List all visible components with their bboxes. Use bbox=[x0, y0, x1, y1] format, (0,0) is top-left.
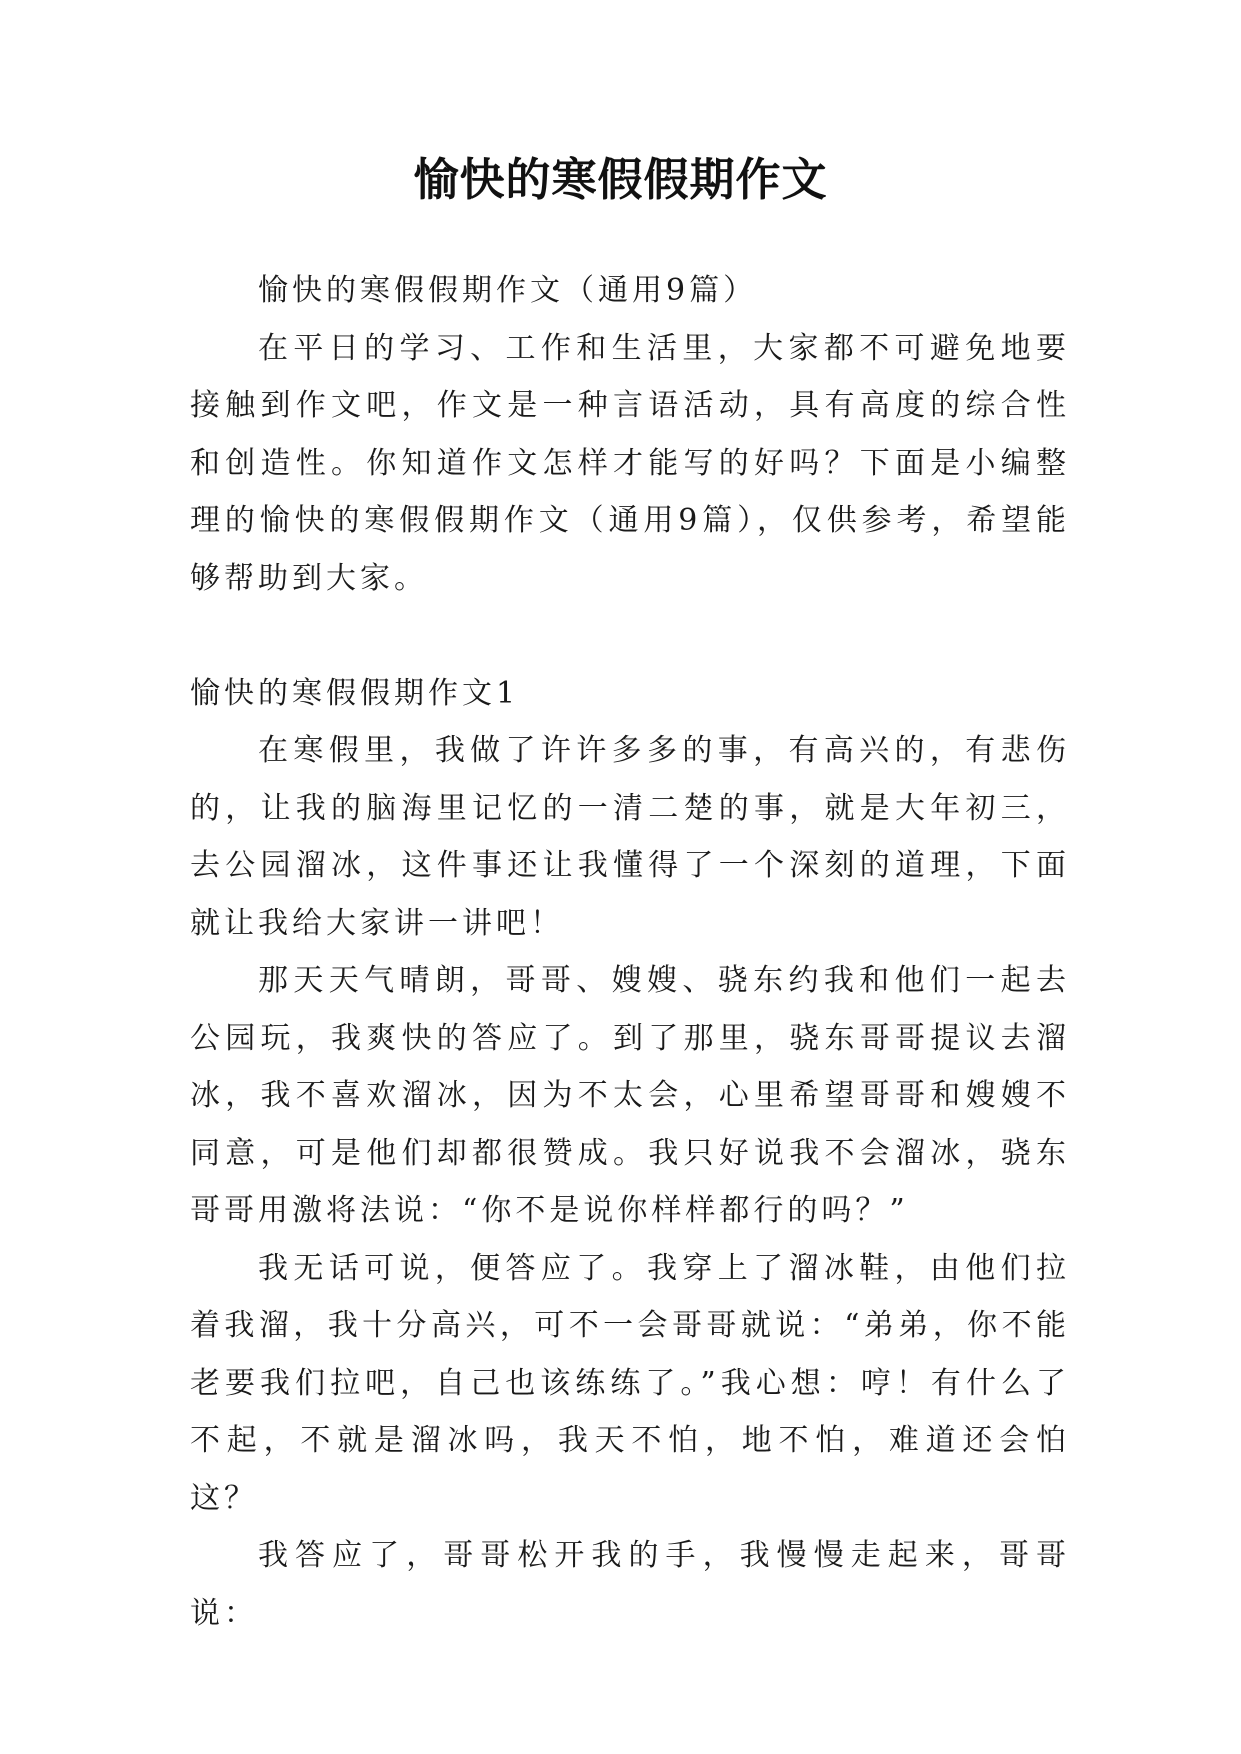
document-body bbox=[190, 262, 1070, 1642]
section-heading: 愉快的寒假假期作文1 bbox=[190, 675, 520, 711]
intro-paragraph: 在平日的学习、工作和生活里，大家都不可避免地要接触到作文吧，作文是一种言语活动，具有高度的综合性和创造性。你知道作文怎样才能写的好吗？下面是小编整理的愉快的寒假假期作文（通用9篇），仅供参考，希望能够帮助到大家。 bbox=[190, 330, 1070, 596]
body-paragraph: 我无话可说，便答应了。我穿上了溜冰鞋，由他们拉着我溜，我十分高兴，可不一会哥哥就说：“弟弟，你不能老要我们拉吧，自己也该练练了。”我心想：哼！有什么了不起，不就是溜冰吗，我天不怕，地不怕，难道还会怕这？ bbox=[190, 1250, 1070, 1516]
body-paragraph: 我答应了，哥哥松开我的手，我慢慢走起来，哥哥说： bbox=[190, 1538, 1070, 1631]
body-paragraph: 在寒假里，我做了许许多多的事，有高兴的，有悲伤的，让我的脑海里记忆的一清二楚的事，就是大年初三，去公园溜冰，这件事还让我懂得了一个深刻的道理，下面就让我给大家讲一讲吧！ bbox=[190, 733, 1070, 941]
document-subtitle: 愉快的寒假假期作文（通用9篇） bbox=[258, 273, 758, 308]
section-spacer bbox=[190, 607, 1070, 665]
body-paragraph: 那天天气晴朗，哥哥、嫂嫂、骁东约我和他们一起去公园玩，我爽快的答应了。到了那里，骁东哥哥提议去溜冰，我不喜欢溜冰，因为不太会，心里希望哥哥和嫂嫂不同意，可是他们却都很赞成。我只好说我不会溜冰，骁东哥哥用激将法说：“你不是说你样样都行的吗？” bbox=[190, 963, 1070, 1228]
document-title: 愉快的寒假假期作文 bbox=[413, 153, 828, 206]
